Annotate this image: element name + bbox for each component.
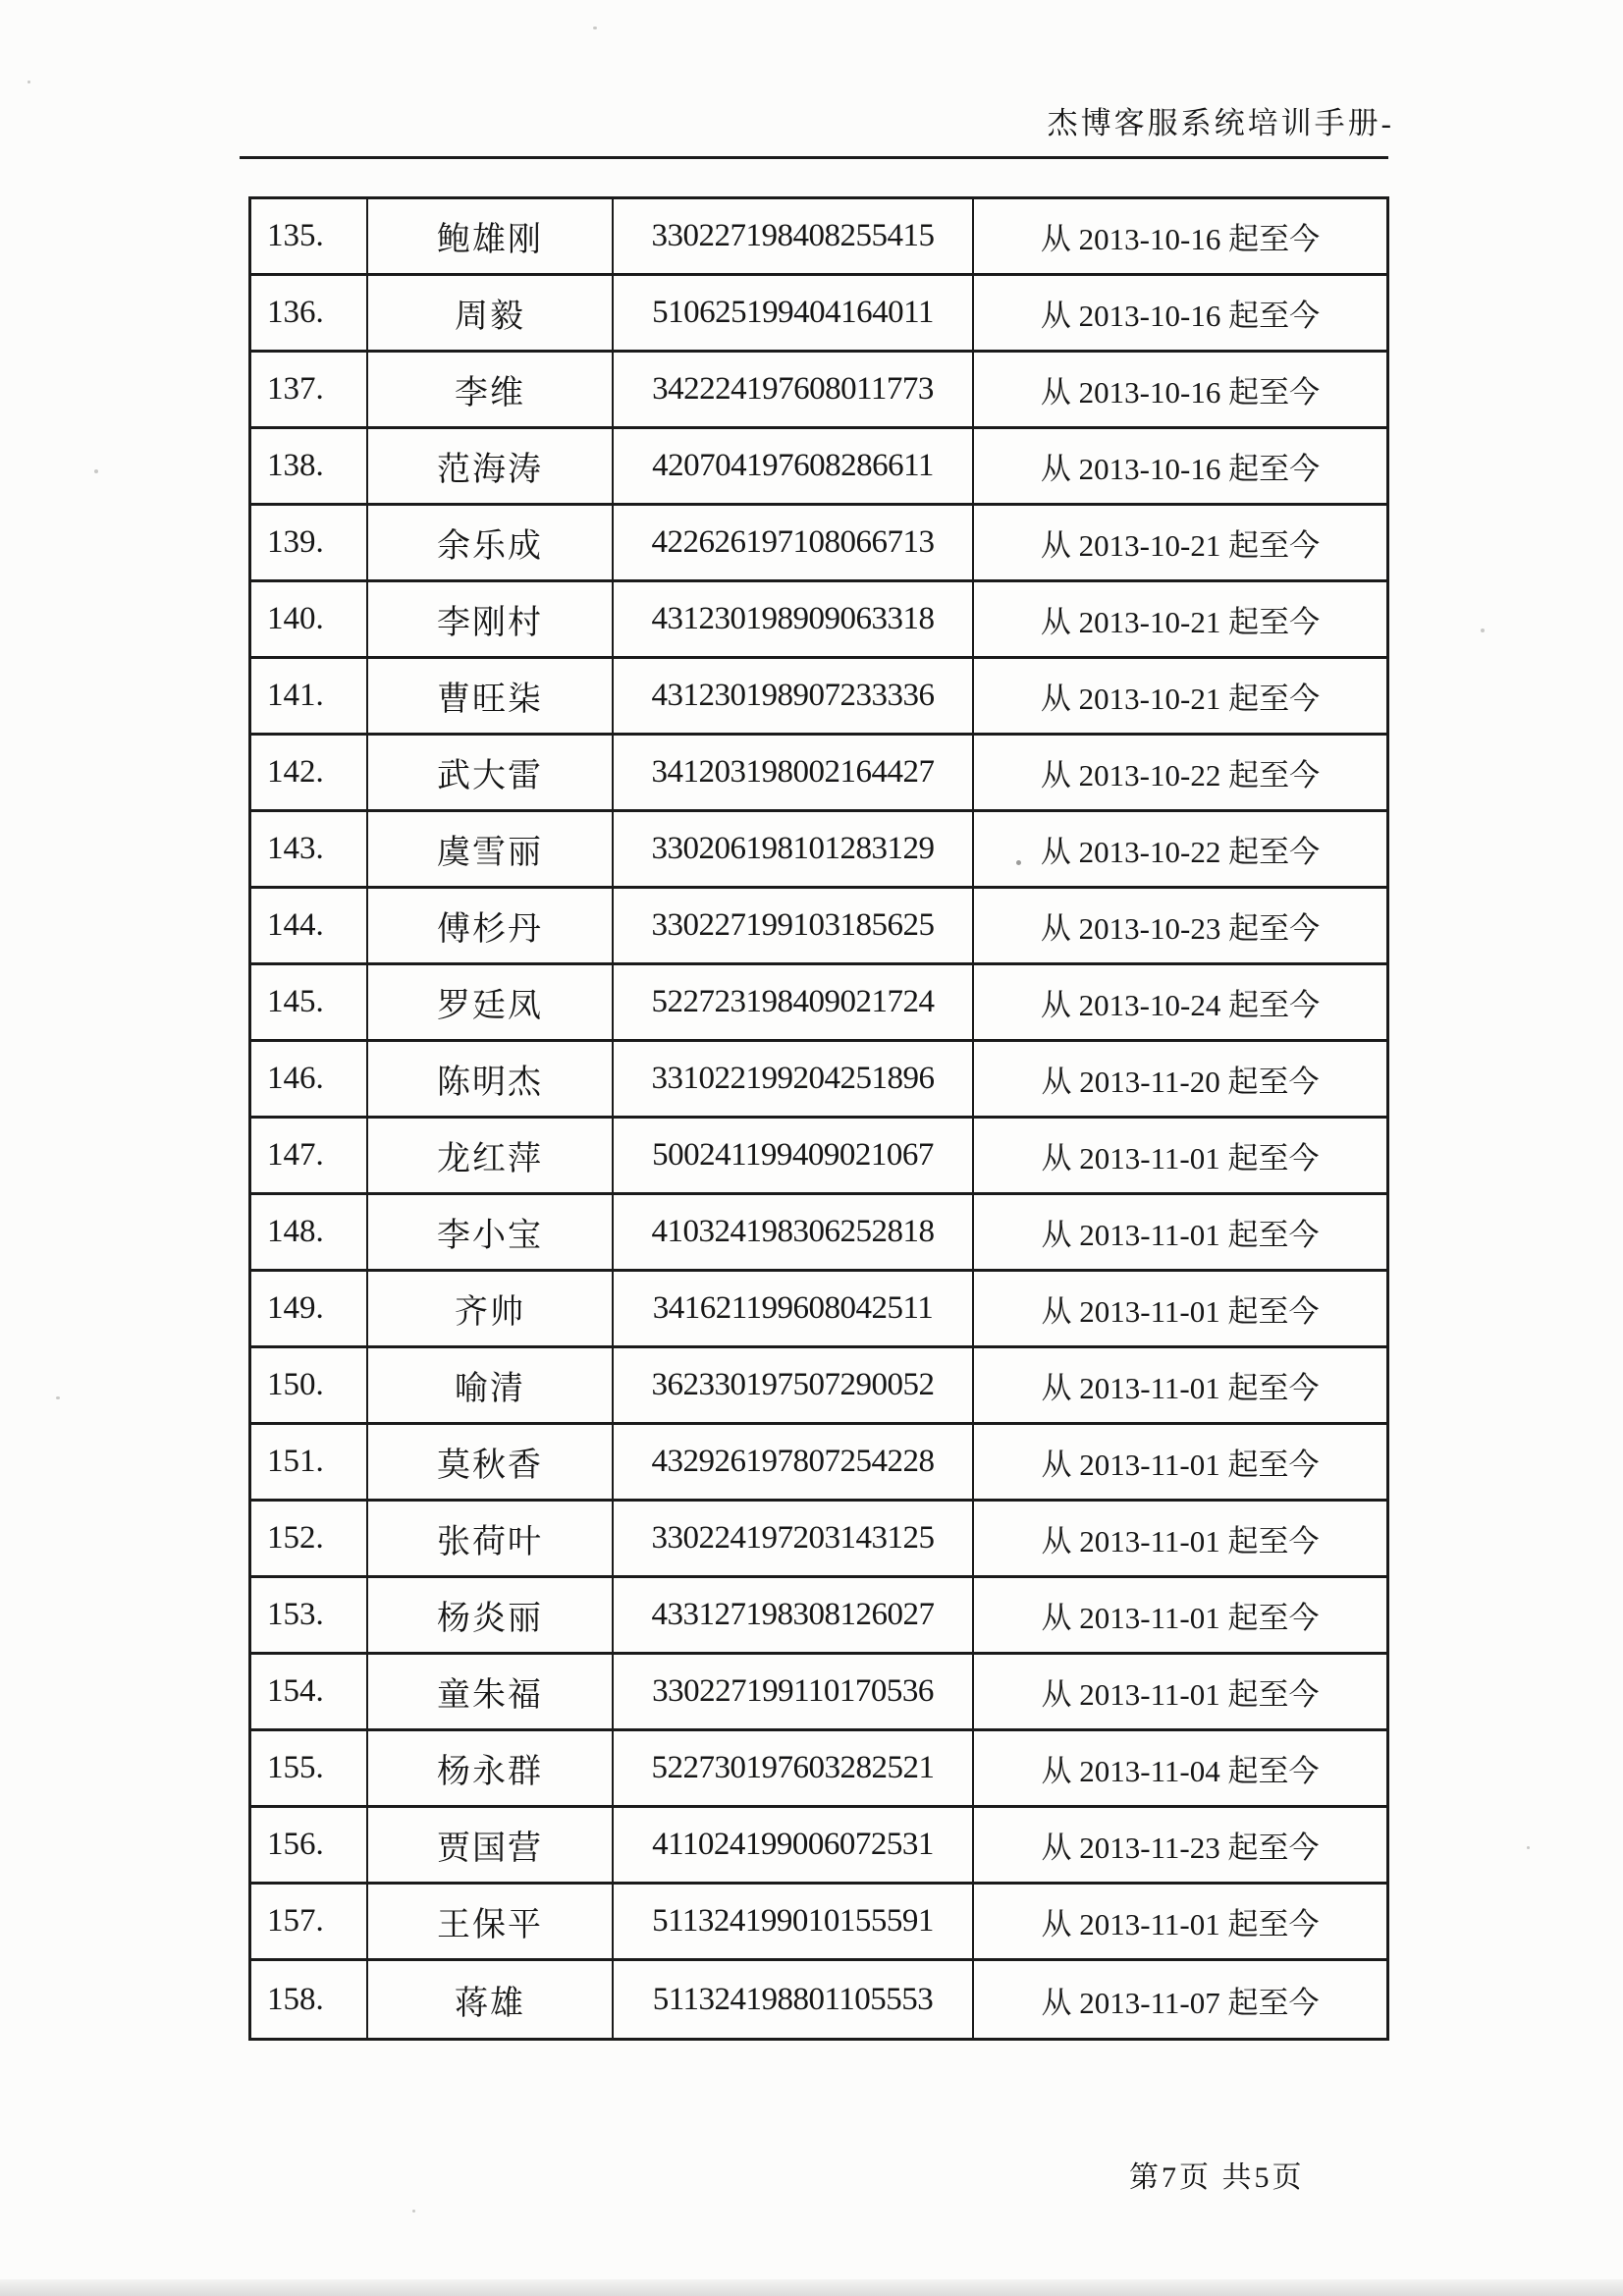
scan-speck bbox=[1481, 629, 1485, 632]
employment-period-cell: 从 2013-11-01 起至今 bbox=[1041, 1524, 1320, 1558]
scan-speck bbox=[56, 1396, 60, 1399]
id-number-cell: 500241199409021067 bbox=[614, 1119, 974, 1192]
row-number-cell: 137. bbox=[251, 353, 368, 426]
name-cell: 罗廷凤 bbox=[368, 965, 614, 1039]
id-number-cell: 411024199006072531 bbox=[614, 1808, 974, 1882]
id-number-cell: 410324198306252818 bbox=[614, 1195, 974, 1269]
table-row bbox=[251, 353, 1386, 429]
row-number-cell: 155. bbox=[251, 1731, 368, 1805]
scan-edge-shadow bbox=[0, 2279, 1623, 2296]
table-row bbox=[251, 889, 1386, 965]
employment-period-cell: 从 2013-11-01 起至今 bbox=[1041, 1218, 1320, 1252]
employment-period-cell: 从 2013-11-07 起至今 bbox=[1041, 1985, 1320, 2020]
row-number-cell: 151. bbox=[251, 1425, 368, 1499]
id-number-cell: 522723198409021724 bbox=[614, 965, 974, 1039]
id-number-cell: 330227198408255415 bbox=[614, 199, 974, 273]
id-number-cell: 342224197608011773 bbox=[614, 353, 974, 426]
id-number-cell: 330227199103185625 bbox=[614, 889, 974, 962]
employment-period-cell: 从 2013-11-01 起至今 bbox=[1041, 1448, 1320, 1482]
id-number-cell: 432926197807254228 bbox=[614, 1425, 974, 1499]
roster-table bbox=[248, 196, 1389, 2041]
id-number-cell: 422626197108066713 bbox=[614, 506, 974, 579]
row-number-cell: 150. bbox=[251, 1348, 368, 1422]
name-cell: 童朱福 bbox=[368, 1655, 614, 1728]
table-row bbox=[251, 1348, 1386, 1425]
id-number-cell: 522730197603282521 bbox=[614, 1731, 974, 1805]
row-number-cell: 141. bbox=[251, 659, 368, 733]
employment-period-cell: 从 2013-10-16 起至今 bbox=[1040, 375, 1321, 410]
row-number-cell: 149. bbox=[251, 1272, 368, 1345]
name-cell: 李维 bbox=[368, 353, 614, 426]
scan-speck bbox=[593, 27, 597, 29]
name-cell: 李刚村 bbox=[368, 582, 614, 656]
name-cell: 王保平 bbox=[368, 1885, 614, 1958]
table-row bbox=[251, 1731, 1386, 1808]
employment-period-cell: 从 2013-10-22 起至今 bbox=[1040, 758, 1321, 793]
name-cell: 傅杉丹 bbox=[368, 889, 614, 962]
id-number-cell: 510625199404164011 bbox=[614, 276, 974, 350]
id-number-cell: 431230198909063318 bbox=[614, 582, 974, 656]
employment-period-cell: 从 2013-10-21 起至今 bbox=[1040, 605, 1321, 639]
name-cell: 张荷叶 bbox=[368, 1502, 614, 1575]
table-row bbox=[251, 1885, 1386, 1961]
name-cell: 杨炎丽 bbox=[368, 1578, 614, 1652]
table-row bbox=[251, 1961, 1386, 2038]
table-row bbox=[251, 1502, 1386, 1578]
table-row bbox=[251, 582, 1386, 659]
employment-period-cell: 从 2013-11-01 起至今 bbox=[1041, 1294, 1320, 1329]
header-rule bbox=[240, 156, 1388, 159]
row-number-cell: 136. bbox=[251, 276, 368, 350]
table-row bbox=[251, 1655, 1386, 1731]
table-row bbox=[251, 736, 1386, 812]
employment-period-cell: 从 2013-10-24 起至今 bbox=[1040, 988, 1321, 1022]
row-number-cell: 156. bbox=[251, 1808, 368, 1882]
id-number-cell: 330227199110170536 bbox=[614, 1655, 974, 1728]
name-cell: 武大雷 bbox=[368, 736, 614, 809]
id-number-cell: 431230198907233336 bbox=[614, 659, 974, 733]
id-number-cell: 433127198308126027 bbox=[614, 1578, 974, 1652]
table-row bbox=[251, 276, 1386, 353]
name-cell: 龙红萍 bbox=[368, 1119, 614, 1192]
row-number-cell: 142. bbox=[251, 736, 368, 809]
employment-period-cell: 从 2013-11-04 起至今 bbox=[1041, 1754, 1320, 1788]
id-number-cell: 420704197608286611 bbox=[614, 429, 974, 503]
table-row bbox=[251, 1425, 1386, 1502]
row-number-cell: 157. bbox=[251, 1885, 368, 1958]
name-cell: 贾国营 bbox=[368, 1808, 614, 1882]
row-number-cell: 138. bbox=[251, 429, 368, 503]
row-number-cell: 139. bbox=[251, 506, 368, 579]
name-cell: 杨永群 bbox=[368, 1731, 614, 1805]
employment-period-cell: 从 2013-10-16 起至今 bbox=[1040, 222, 1321, 256]
table-row bbox=[251, 812, 1386, 889]
table-row bbox=[251, 659, 1386, 736]
table-row bbox=[251, 429, 1386, 506]
name-cell: 莫秋香 bbox=[368, 1425, 614, 1499]
table-row bbox=[251, 1272, 1386, 1348]
row-number-cell: 148. bbox=[251, 1195, 368, 1269]
employment-period-cell: 从 2013-10-21 起至今 bbox=[1040, 528, 1321, 563]
name-cell: 鲍雄刚 bbox=[368, 199, 614, 273]
scan-speck bbox=[1527, 1846, 1530, 1849]
employment-period-cell: 从 2013-11-01 起至今 bbox=[1041, 1677, 1320, 1712]
id-number-cell: 341203198002164427 bbox=[614, 736, 974, 809]
row-number-cell: 154. bbox=[251, 1655, 368, 1728]
employment-period-cell: 从 2013-10-16 起至今 bbox=[1040, 299, 1321, 333]
name-cell: 余乐成 bbox=[368, 506, 614, 579]
name-cell: 周毅 bbox=[368, 276, 614, 350]
row-number-cell: 135. bbox=[251, 199, 368, 273]
employment-period-cell: 从 2013-10-16 起至今 bbox=[1040, 452, 1321, 486]
table-row bbox=[251, 1808, 1386, 1885]
id-number-cell: 362330197507290052 bbox=[614, 1348, 974, 1422]
table-row bbox=[251, 1042, 1386, 1119]
employment-period-cell: 从 2013-11-01 起至今 bbox=[1041, 1141, 1320, 1175]
row-number-cell: 144. bbox=[251, 889, 368, 962]
employment-period-cell: 从 2013-11-20 起至今 bbox=[1041, 1065, 1320, 1099]
name-cell: 曹旺柒 bbox=[368, 659, 614, 733]
row-number-cell: 152. bbox=[251, 1502, 368, 1575]
table-row bbox=[251, 506, 1386, 582]
employment-period-cell: 从 2013-11-01 起至今 bbox=[1041, 1371, 1320, 1405]
id-number-cell: 331022199204251896 bbox=[614, 1042, 974, 1116]
row-number-cell: 153. bbox=[251, 1578, 368, 1652]
row-number-cell: 158. bbox=[251, 1961, 368, 2038]
table-row bbox=[251, 1119, 1386, 1195]
scan-speck bbox=[94, 469, 98, 473]
page-header-title: 杰博客服系统培训手册- bbox=[1047, 106, 1394, 140]
id-number-cell: 511324199010155591 bbox=[614, 1885, 974, 1958]
name-cell: 李小宝 bbox=[368, 1195, 614, 1269]
page-footer: 第7页 共5页 bbox=[1129, 2161, 1305, 2194]
employment-period-cell: 从 2013-10-22 起至今 bbox=[1040, 835, 1321, 869]
id-number-cell: 341621199608042511 bbox=[614, 1272, 974, 1345]
table-row bbox=[251, 965, 1386, 1042]
employment-period-cell: 从 2013-11-01 起至今 bbox=[1041, 1907, 1320, 1941]
name-cell: 蒋雄 bbox=[368, 1961, 614, 2038]
id-number-cell: 511324198801105553 bbox=[614, 1961, 974, 2038]
scan-speck bbox=[412, 2210, 415, 2213]
name-cell: 虞雪丽 bbox=[368, 812, 614, 886]
scan-speck bbox=[27, 81, 30, 83]
name-cell: 齐帅 bbox=[368, 1272, 614, 1345]
employment-period-cell: 从 2013-11-23 起至今 bbox=[1041, 1831, 1320, 1865]
row-number-cell: 145. bbox=[251, 965, 368, 1039]
employment-period-cell: 从 2013-10-23 起至今 bbox=[1040, 911, 1321, 946]
row-number-cell: 140. bbox=[251, 582, 368, 656]
employment-period-cell: 从 2013-10-21 起至今 bbox=[1040, 682, 1321, 716]
row-number-cell: 143. bbox=[251, 812, 368, 886]
employment-period-cell: 从 2013-11-01 起至今 bbox=[1041, 1601, 1320, 1635]
id-number-cell: 330206198101283129 bbox=[614, 812, 974, 886]
table-row bbox=[251, 199, 1386, 276]
name-cell: 喻清 bbox=[368, 1348, 614, 1422]
row-number-cell: 146. bbox=[251, 1042, 368, 1116]
row-number-cell: 147. bbox=[251, 1119, 368, 1192]
scan-speck bbox=[1016, 860, 1021, 865]
table-row bbox=[251, 1578, 1386, 1655]
name-cell: 陈明杰 bbox=[368, 1042, 614, 1116]
name-cell: 范海涛 bbox=[368, 429, 614, 503]
table-row bbox=[251, 1195, 1386, 1272]
id-number-cell: 330224197203143125 bbox=[614, 1502, 974, 1575]
